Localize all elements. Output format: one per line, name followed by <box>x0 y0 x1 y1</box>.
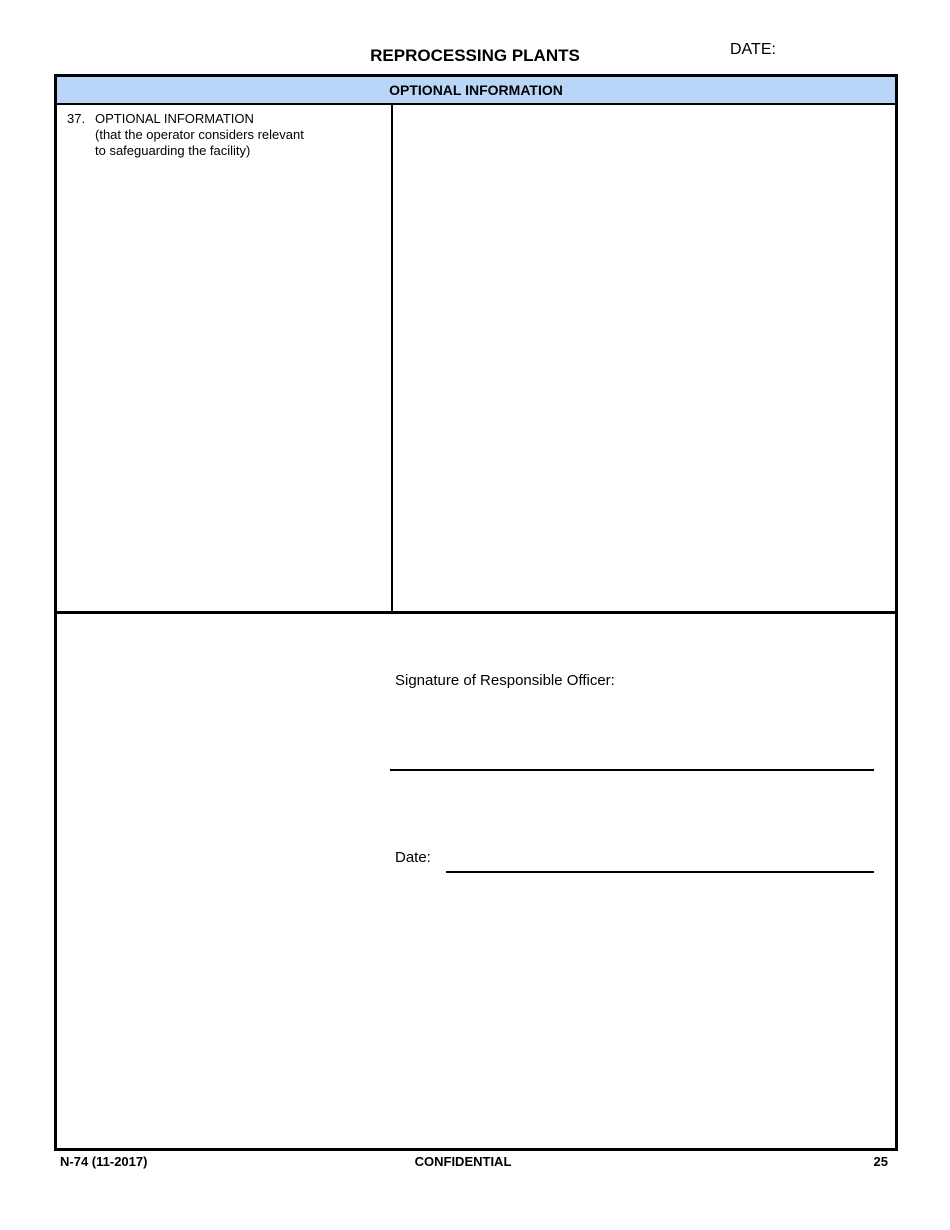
footer-page-number: 25 <box>873 1154 888 1169</box>
row-divider <box>57 611 895 614</box>
item-label-line2: (that the operator considers relevant <box>95 127 304 142</box>
item-label-line1: OPTIONAL INFORMATION <box>95 111 254 126</box>
page-title: REPROCESSING PLANTS <box>370 46 580 65</box>
item-number: 37. <box>67 111 86 126</box>
signature-line[interactable] <box>390 769 874 771</box>
item-label-text <box>95 111 304 159</box>
signature-label: Signature of Responsible Officer: <box>395 672 615 689</box>
footer-classification: CONFIDENTIAL <box>414 1154 512 1169</box>
item-label-line3: to safeguarding the facility) <box>95 143 251 158</box>
form-box <box>54 74 898 1151</box>
footer-form-id: N-74 (11-2017) <box>60 1154 148 1169</box>
optional-information-field[interactable] <box>393 105 895 611</box>
header-date-label: DATE: <box>730 41 776 58</box>
signature-date-label: Date: <box>395 849 431 866</box>
signature-date-line[interactable] <box>446 871 874 873</box>
section-header: OPTIONAL INFORMATION <box>57 77 895 105</box>
